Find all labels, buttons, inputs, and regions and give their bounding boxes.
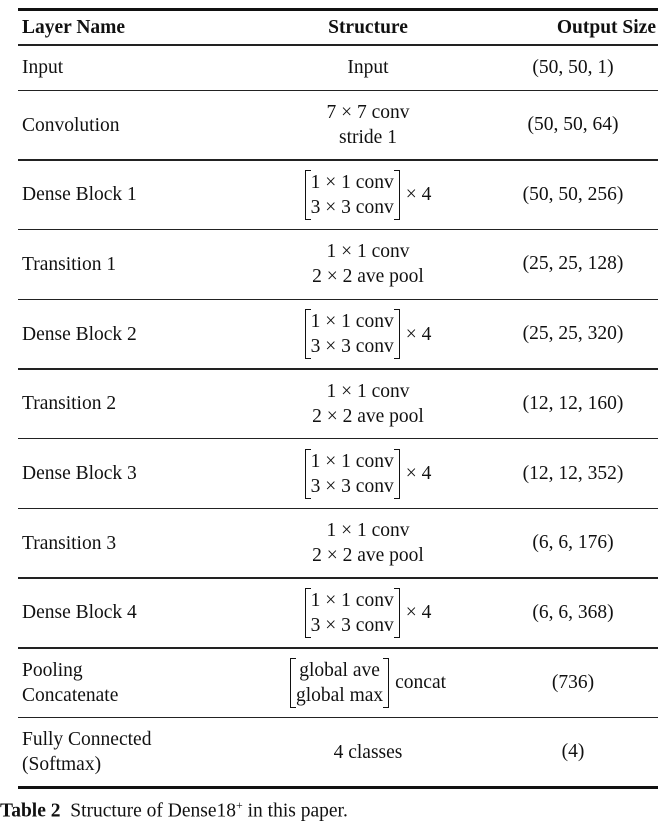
table-caption <box>0 798 348 823</box>
structure-line: stride 1 <box>339 127 397 149</box>
structure-bracket <box>305 449 400 499</box>
table-row <box>18 579 658 647</box>
structure-cell <box>248 239 488 289</box>
structure-cell <box>248 658 488 708</box>
output-size-cell: (50, 50, 1) <box>532 56 614 78</box>
structure-line: 3 × 3 conv <box>310 336 394 358</box>
table-row <box>18 230 658 298</box>
layer-name-cell <box>18 55 248 80</box>
layer-name-cell <box>18 658 248 708</box>
table-row <box>18 91 658 159</box>
layer-name-line: Dense Block 1 <box>22 184 137 206</box>
caption-text-end: in this paper. <box>242 800 348 822</box>
header-layer-name: Layer Name <box>22 17 126 38</box>
structure-lines <box>326 100 409 150</box>
table-body <box>18 46 658 787</box>
structure-line: 3 × 3 conv <box>310 475 394 497</box>
table-row <box>18 439 658 507</box>
table-row <box>18 509 658 577</box>
header-structure: Structure <box>328 17 408 38</box>
structure-line: 1 × 1 conv <box>310 589 394 611</box>
layer-name-line: Input <box>22 57 64 78</box>
structure-line: 4 classes <box>333 741 403 763</box>
structure-line: 2 × 2 ave pool <box>312 405 424 427</box>
structure-lines <box>312 379 424 429</box>
structure-line: 1 × 1 conv <box>326 380 410 402</box>
structure-bracket <box>305 170 400 220</box>
structure-lines <box>347 55 388 80</box>
structure-line: 1 × 1 conv <box>326 520 410 542</box>
structure-lines <box>312 518 424 568</box>
structure-cell <box>248 588 488 638</box>
structure-lines <box>334 740 403 765</box>
layer-name-cell <box>18 600 248 625</box>
layer-name-cell <box>18 252 248 277</box>
layer-name-cell <box>18 391 248 416</box>
structure-line: 1 × 1 conv <box>310 450 394 472</box>
structure-suffix: × 4 <box>405 463 432 485</box>
structure-line: 3 × 3 conv <box>310 196 394 218</box>
table-row <box>18 718 658 786</box>
layer-name-line: Dense Block 2 <box>22 323 137 345</box>
layer-name-cell <box>18 322 248 347</box>
table-row <box>18 370 658 438</box>
structure-lines <box>312 239 424 289</box>
layer-name-line: Convolution <box>22 114 120 136</box>
structure-line: 2 × 2 ave pool <box>312 545 424 567</box>
output-size-cell: (25, 25, 320) <box>522 323 624 345</box>
layer-name-line: Pooling <box>22 659 83 681</box>
header-output-size: Output Size <box>556 16 656 38</box>
table-row <box>18 649 658 717</box>
structure-line: 1 × 1 conv <box>326 241 410 263</box>
structure-cell <box>248 740 488 765</box>
caption-text: Structure of Dense18 <box>70 800 236 822</box>
structure-bracket <box>290 658 389 708</box>
structure-suffix: × 4 <box>405 323 432 345</box>
layer-name-cell <box>18 461 248 486</box>
output-size-cell: (50, 50, 256) <box>522 183 624 205</box>
structure-line: global ave <box>299 659 380 681</box>
layer-name-cell <box>18 113 248 138</box>
header-row <box>18 11 658 44</box>
layer-name-line: (Softmax) <box>22 754 102 776</box>
structure-cell <box>248 518 488 568</box>
table-row <box>18 161 658 229</box>
structure-bracket <box>305 309 400 359</box>
structure-suffix: concat <box>395 672 447 694</box>
output-size-cell: (4) <box>561 741 585 763</box>
output-size-cell: (736) <box>551 671 595 693</box>
structure-suffix: × 4 <box>405 602 432 624</box>
table-row <box>18 300 658 368</box>
layer-name-line: Transition 3 <box>22 532 117 554</box>
structure-line: 1 × 1 conv <box>310 311 394 333</box>
structure-cell <box>248 170 488 220</box>
structure-line: 7 × 7 conv <box>326 102 410 124</box>
structure-cell <box>248 55 488 80</box>
layer-name-line: Dense Block 4 <box>22 602 137 624</box>
table-row <box>18 46 658 90</box>
output-size-cell: (6, 6, 368) <box>532 601 614 623</box>
caption-label: Table 2 <box>0 800 61 822</box>
structure-suffix: × 4 <box>405 184 432 206</box>
layer-name-line: Fully Connected <box>22 729 152 751</box>
layer-name-line: Concatenate <box>22 684 119 706</box>
output-size-cell: (12, 12, 352) <box>522 462 624 484</box>
layer-name-line: Dense Block 3 <box>22 463 137 485</box>
output-size-cell: (50, 50, 64) <box>527 114 619 136</box>
structure-line: Input <box>347 57 389 78</box>
structure-cell <box>248 449 488 499</box>
layer-name-cell <box>18 727 248 777</box>
structure-bracket <box>305 588 400 638</box>
structure-line: 1 × 1 conv <box>310 171 394 193</box>
output-size-cell: (25, 25, 128) <box>522 253 624 275</box>
layer-name-cell <box>18 531 248 556</box>
structure-cell <box>248 309 488 359</box>
bottom-rule <box>18 786 658 789</box>
structure-cell <box>248 379 488 429</box>
layer-name-line: Transition 1 <box>22 253 117 275</box>
layer-name-cell <box>18 182 248 207</box>
caption-superscript: + <box>235 798 243 812</box>
output-size-cell: (12, 12, 160) <box>522 392 624 414</box>
output-size-cell: (6, 6, 176) <box>532 532 614 554</box>
structure-line: 3 × 3 conv <box>310 614 394 636</box>
structure-line: global max <box>295 684 384 706</box>
structure-table <box>18 8 658 789</box>
structure-cell <box>248 100 488 150</box>
layer-name-line: Transition 2 <box>22 393 117 415</box>
structure-line: 2 × 2 ave pool <box>312 266 424 288</box>
